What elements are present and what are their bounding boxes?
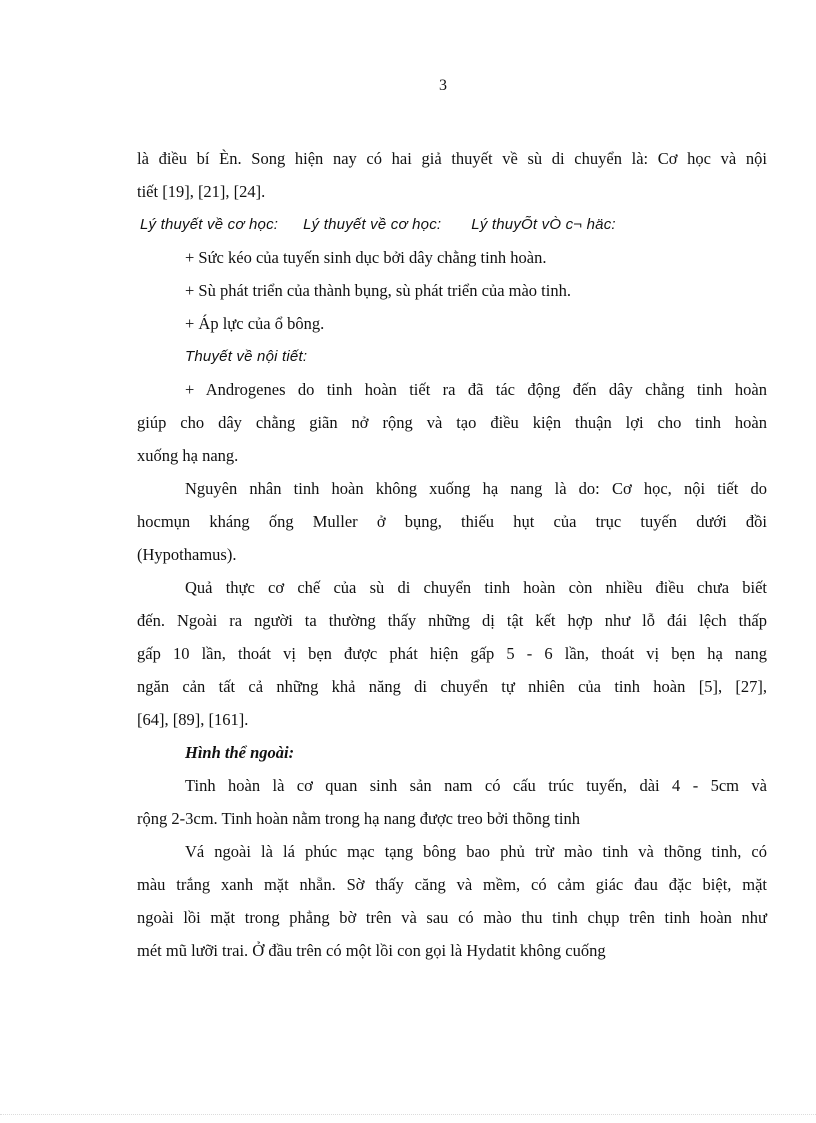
text-line: rộng 2-3cm. Tinh hoàn nằm trong hạ nang được treo bởi thõng tinh	[137, 809, 580, 828]
text-line: + Androgenes do tinh hoàn tiết ra đã tác động đến dây chằng tinh hoàn	[185, 380, 767, 399]
text-line: xuống hạ nang.	[137, 446, 239, 465]
document-body	[137, 146, 767, 971]
external-shape-heading: Hình thể ngoài:	[185, 743, 295, 762]
theory-heading-line	[137, 212, 767, 245]
text-line: (Hypothamus).	[137, 545, 237, 564]
list-item: + Sức kéo của tuyến sinh dục bởi dây chằng tinh hoàn.	[185, 248, 547, 267]
text-line: màu trắng xanh mặt nhẵn. Sờ thấy căng và mềm, có cảm giác đau đặc biệt, mặt	[137, 875, 767, 894]
text-line: hocmụn kháng ống Muller ở bụng, thiếu hụt của trục tuyến dưới đồi	[137, 512, 767, 531]
text-line: tiết [19], [21], [24].	[137, 182, 266, 201]
text-line: ngoài lồi mặt trong phẳng bờ trên và sau có mào thu tinh chụp trên tinh hoàn như	[137, 908, 767, 927]
mechanical-theory-heading-garbled: Lý thuyÕt vÒ c¬ häc:	[471, 216, 616, 233]
text-line: Nguyên nhân tinh hoàn không xuống hạ nang là do: Cơ học, nội tiết do	[185, 479, 767, 498]
text-line: đến. Ngoài ra người ta thường thấy những dị tật kết hợp như lỗ đái lệch thấp	[137, 611, 767, 630]
text-line: mét mũ lưỡi trai. Ở đầu trên có một lồi con gọi là Hydatit không cuống	[137, 941, 606, 960]
text-line: [64], [89], [161].	[137, 710, 249, 729]
mechanical-theory-heading-duplicate: Lý thuyết về cơ học:	[303, 216, 442, 233]
page-number: 3	[439, 77, 447, 94]
text-line: ngăn cản tất cả những khả năng di chuyển tự nhiên của tinh hoàn [5], [27],	[137, 677, 767, 696]
text-line: Tinh hoàn là cơ quan sinh sản nam có cấu trúc tuyến, dài 4 - 5cm và	[185, 776, 767, 795]
text-line: Vá ngoài là lá phúc mạc tạng bông bao phủ trừ mào tinh và thõng tinh, có	[185, 842, 767, 861]
list-item: + Sù phát triển của thành bụng, sù phát triển của mào tinh.	[185, 281, 571, 300]
mechanical-theory-heading: Lý thuyết về cơ học:	[140, 216, 279, 233]
text-line: Quả thực cơ chế của sù di chuyển tinh hoàn còn nhiều điều chưa biết	[185, 578, 767, 597]
text-line: giúp cho dây chằng giãn nở rộng và tạo điều kiện thuận lợi cho tinh hoàn	[137, 413, 767, 432]
text-line: gấp 10 lần, thoát vị bẹn được phát hiện gấp 5 - 6 lần, thoát vị bẹn hạ nang	[137, 644, 767, 663]
page-bottom-divider	[0, 1114, 816, 1115]
endocrine-theory-heading: Thuyết về nội tiết:	[185, 348, 308, 365]
list-item: + Áp lực của ổ bông.	[185, 314, 325, 333]
text-line: là điều bí Èn. Song hiện nay có hai giả thuyết về sù di chuyển là: Cơ học và nội	[137, 149, 767, 168]
